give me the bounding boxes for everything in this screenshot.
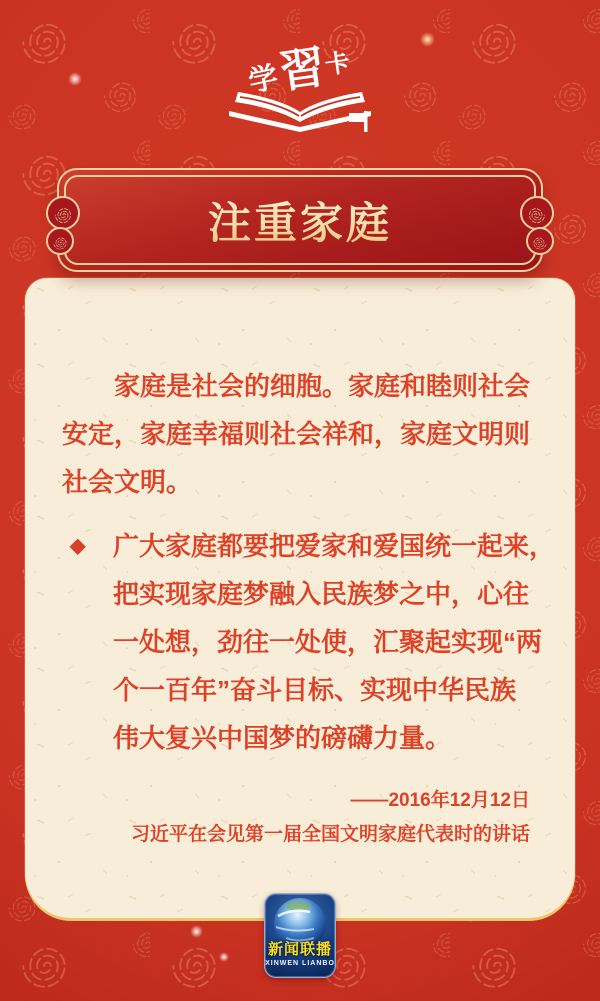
sparkle-dot: [68, 72, 82, 86]
news-logo-cn-text: 新闻联播: [267, 941, 332, 958]
attribution-source: 习近平在会见第一届全国文明家庭代表时的讲话: [130, 824, 530, 845]
news-logo-en-text: XINWEN LIANBO: [265, 960, 335, 967]
quote-paragraph-1: [62, 362, 530, 506]
sparkle-dot: [420, 32, 435, 47]
title-banner: [57, 168, 543, 272]
quote-line: 把实现家庭梦融入民族梦之中，心往: [113, 579, 530, 609]
quote-card: [25, 278, 575, 918]
quote-line: 家庭是社会的细胞。家庭和睦则社会: [114, 371, 531, 401]
cloud-ornament-left-icon: [28, 194, 94, 262]
attribution: [62, 784, 530, 852]
logo-char: 習: [276, 40, 329, 99]
quote-line: 安定，家庭幸福则社会祥和，家庭文明则: [62, 419, 531, 449]
quote-line: 社会文明。: [62, 467, 193, 497]
page-title: 注重家庭: [59, 170, 541, 270]
quote-line: 伟大复兴中国梦的磅礴力量。: [113, 723, 452, 753]
study-card-logo: [215, 40, 385, 134]
cloud-ornament-right-icon: [506, 194, 572, 262]
attribution-date: ——2016年12月12日: [350, 790, 530, 811]
quote-line: 个一百年”奋斗目标、实现中华民族: [113, 675, 517, 705]
logo-char: 卡: [322, 47, 352, 80]
logo-char: 学: [245, 59, 282, 99]
quote-paragraph-2: [62, 522, 556, 762]
diamond-bullet-icon: ◆: [70, 535, 86, 557]
quote-line: 广大家庭都要把爱家和爱国统一起来，: [113, 531, 556, 561]
quote-line: 一处想，劲往一处使，汇聚起实现“两: [113, 627, 543, 657]
quote-card-content: [25, 278, 575, 918]
sparkle-dot: [190, 925, 203, 938]
sparkle-dot: [219, 952, 229, 962]
xinwen-lianbo-logo: [264, 893, 336, 978]
